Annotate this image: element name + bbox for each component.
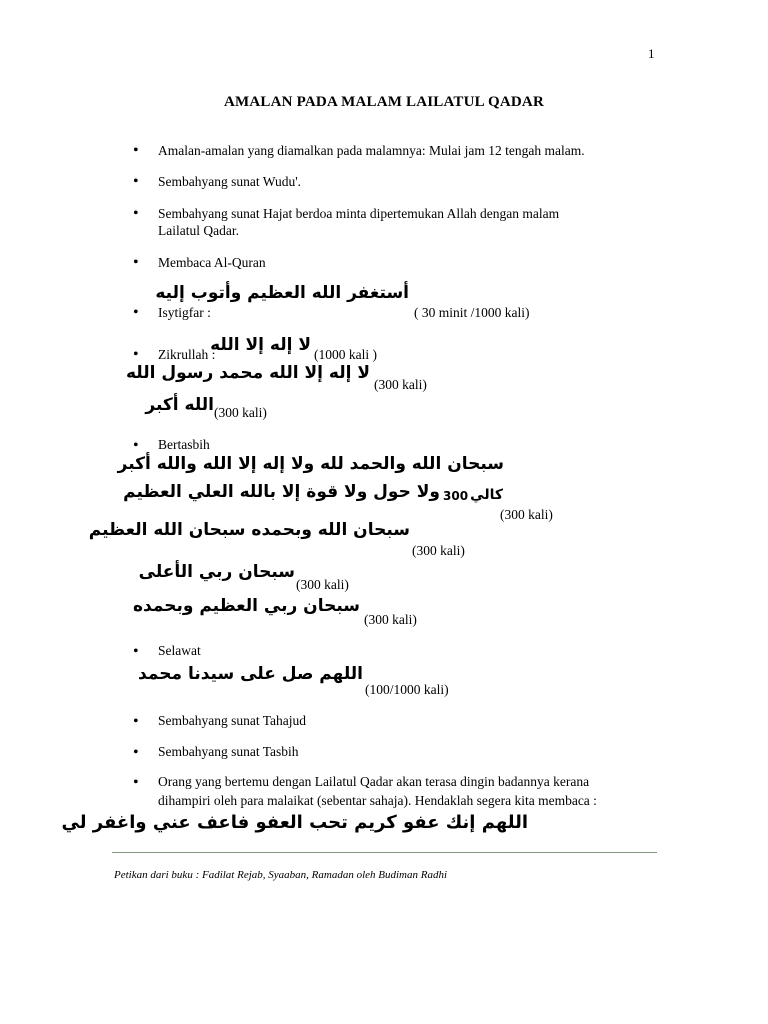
item-text: Sembahyang sunat Wudu'.	[158, 174, 301, 189]
item-text: Bertasbih	[158, 437, 210, 452]
istigfar-count: ( 30 minit /1000 kali)	[414, 305, 530, 320]
item-text: Sembahyang sunat Tasbih	[158, 744, 299, 759]
arabic-zikr-3: الله أكبر	[145, 395, 214, 415]
arabic-selawat: اللهم صل على سيدنا محمد	[138, 664, 363, 684]
page-title: AMALAN PADA MALAM LAILATUL QADAR	[223, 94, 544, 110]
divider	[112, 852, 657, 853]
arabic-tasbih-1a: سبحان الله والحمد لله ولا إله إلا الله والله أكبر	[117, 454, 504, 474]
arabic-tasbih-4: سبحان ربي العظيم وبحمده	[132, 596, 360, 616]
selawat-count: (100/1000 kali)	[365, 682, 449, 697]
bullet-icon: •	[133, 205, 139, 222]
arabic-tasbih-1b: ولا حول ولا قوة إلا بالله العلي العظيم	[123, 482, 440, 502]
bullet-icon: •	[133, 142, 139, 159]
zikr-count-2: (300 kali)	[374, 377, 427, 392]
bullet-icon: •	[133, 643, 139, 660]
item-text-continued: dihampiri oleh para malaikat (sebentar sahaja). Hendaklah segera kita membaca :	[158, 793, 597, 808]
bullet-icon: •	[133, 744, 139, 761]
arabic-tasbih-1b-tail: كالي	[470, 487, 503, 503]
tasbih-count-3: (300 kali)	[296, 577, 349, 592]
bullet-icon: •	[133, 437, 139, 454]
bullet-icon: •	[133, 346, 139, 363]
zikr-count-3: (300 kali)	[214, 405, 267, 420]
item-text: Sembahyang sunat Tahajud	[158, 713, 307, 728]
arabic-tasbih-3: سبحان ربي الأعلى	[138, 562, 295, 582]
zikr-count-1: (1000 kali )	[314, 347, 377, 362]
item-text: Zikrullah :	[158, 347, 216, 362]
bullet-icon: •	[133, 254, 139, 271]
tasbih-count-2: (300 kali)	[412, 543, 465, 558]
page-number: 1	[648, 46, 655, 61]
tasbih-count-4: (300 kali)	[364, 612, 417, 627]
bullet-icon: •	[133, 304, 139, 321]
arabic-zikr-1: لا إله إلا الله	[210, 335, 311, 355]
source-citation: Petikan dari buku : Fadilat Rejab, Syaaban, Ramadan oleh Budiman Radhi	[114, 869, 448, 881]
item-text: Amalan-amalan yang diamalkan pada malamnya: Mulai jam 12 tengah malam.	[158, 143, 585, 158]
item-text: Selawat	[158, 643, 201, 658]
tasbih-count-1: (300 kali)	[500, 507, 553, 522]
item-text: Orang yang bertemu dengan Lailatul Qadar akan terasa dingin badannya kerana	[158, 774, 590, 789]
item-text: Sembahyang sunat Hajat berdoa minta dipertemukan Allah dengan malam	[158, 206, 560, 221]
arabic-tasbih-1b-digits: 300	[443, 489, 469, 503]
item-text-continued: Lailatul Qadar.	[158, 223, 239, 238]
arabic-istigfar: أستغفر الله العظيم وأتوب إليه	[155, 283, 409, 303]
item-text: Isytigfar :	[158, 305, 211, 320]
bullet-icon: •	[133, 774, 139, 791]
arabic-zikr-2: لا إله إلا الله محمد رسول الله	[125, 363, 370, 383]
bullet-icon: •	[133, 173, 139, 190]
arabic-tasbih-2: سبحان الله وبحمده سبحان الله العظيم	[88, 520, 410, 540]
bullet-icon: •	[133, 713, 139, 730]
item-text: Membaca Al-Quran	[158, 255, 266, 270]
arabic-doa: اللهم إنك عفو كريم تحب العفو فاعف عني واغفر لي	[61, 812, 528, 833]
